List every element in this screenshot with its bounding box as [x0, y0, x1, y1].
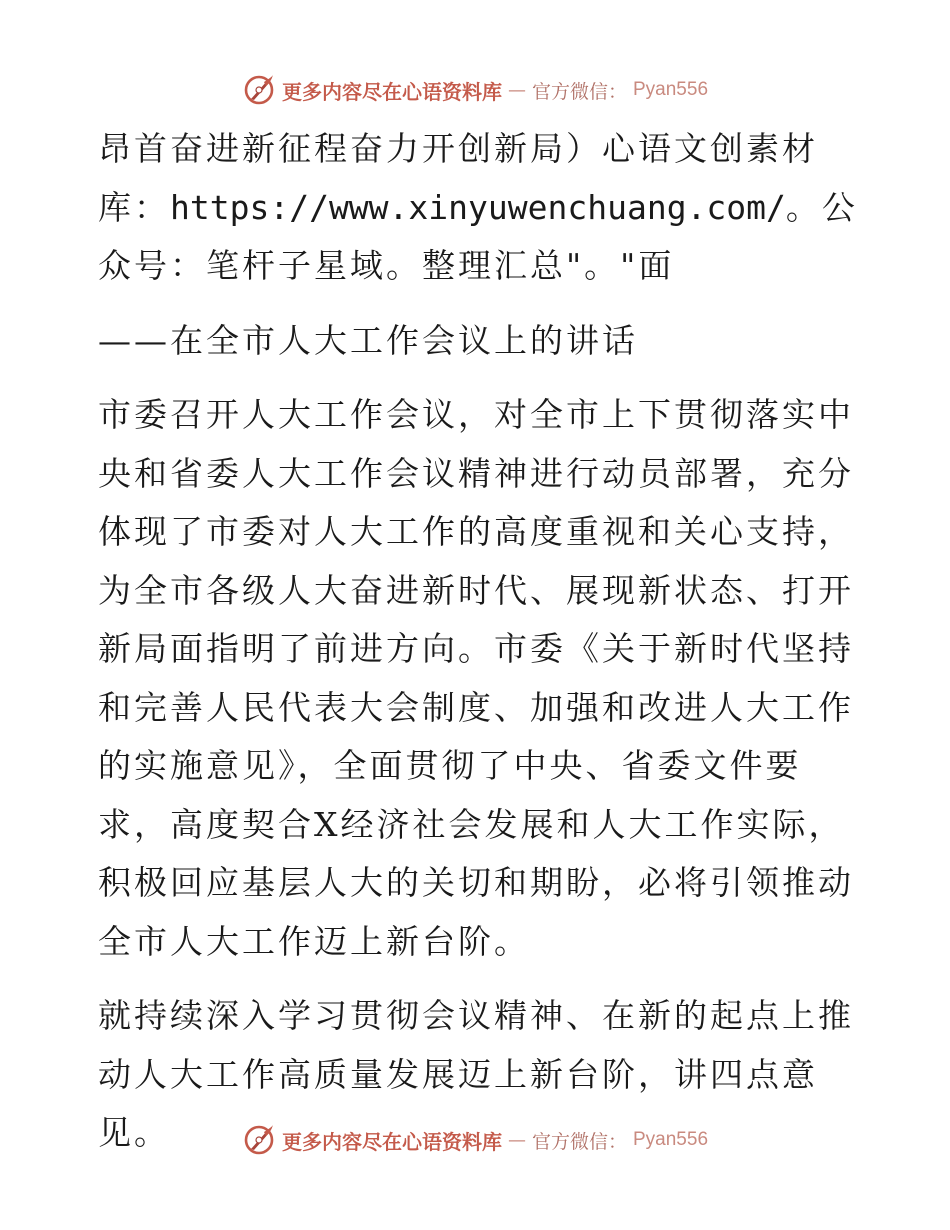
header-banner-main-text: 更多内容尽在心语资料库	[281, 79, 502, 104]
document-body	[98, 120, 858, 1163]
paragraph-closing: 就持续深入学习贯彻会议精神、在新的起点上推动人大工作高质量发展迈上新台阶，讲四点意见。	[98, 996, 854, 1152]
header-watermark-banner	[0, 70, 950, 110]
header-banner-separator: —	[507, 79, 526, 101]
header-banner-wechat-id: Pyan556	[633, 79, 709, 100]
quill-pen-circle-logo-icon	[242, 73, 276, 107]
header-banner-content	[242, 73, 708, 107]
paragraph-subtitle: ——在全市人大工作会议上的讲话	[98, 320, 638, 360]
quill-pen-circle-logo-icon	[242, 1123, 276, 1157]
intro-url: https://www.xinyuwenchuang.com/	[170, 187, 786, 227]
footer-watermark-banner	[0, 1120, 950, 1160]
intro-text-b: 。公众号：笔杆子星域。整理汇总"。"面	[98, 187, 858, 285]
footer-banner-separator: —	[507, 1129, 526, 1151]
paragraph-intro	[98, 120, 858, 296]
intro-text-a: 昂首奋进新征程奋力开创新局）心语文创素材库：	[98, 129, 818, 227]
footer-banner-main-text: 更多内容尽在心语资料库	[281, 1129, 502, 1154]
paragraph-main: 市委召开人大工作会议，对全市上下贯彻落实中央和省委人大工作会议精神进行动员部署，充分体现了市委对人大工作的高度重视和关心支持，为全市各级人大奋进新时代、展现新状态、打开新局面指明了前进方向。市委《关于新时代坚持和完善人民代表大会制度、加强和改进人大工作的实施意见》，全面贯彻了中央、省委文件要求，高度契合X经济社会发展和人大工作实际，积极回应基层人大的关切和期盼，必将引领推动全市人大工作迈上新台阶。	[98, 395, 854, 961]
footer-banner-wechat-id: Pyan556	[633, 1129, 709, 1150]
footer-banner-wechat-label: 官方微信：	[531, 1130, 627, 1153]
footer-banner-content	[242, 1123, 708, 1157]
header-banner-wechat-label: 官方微信：	[531, 80, 627, 103]
